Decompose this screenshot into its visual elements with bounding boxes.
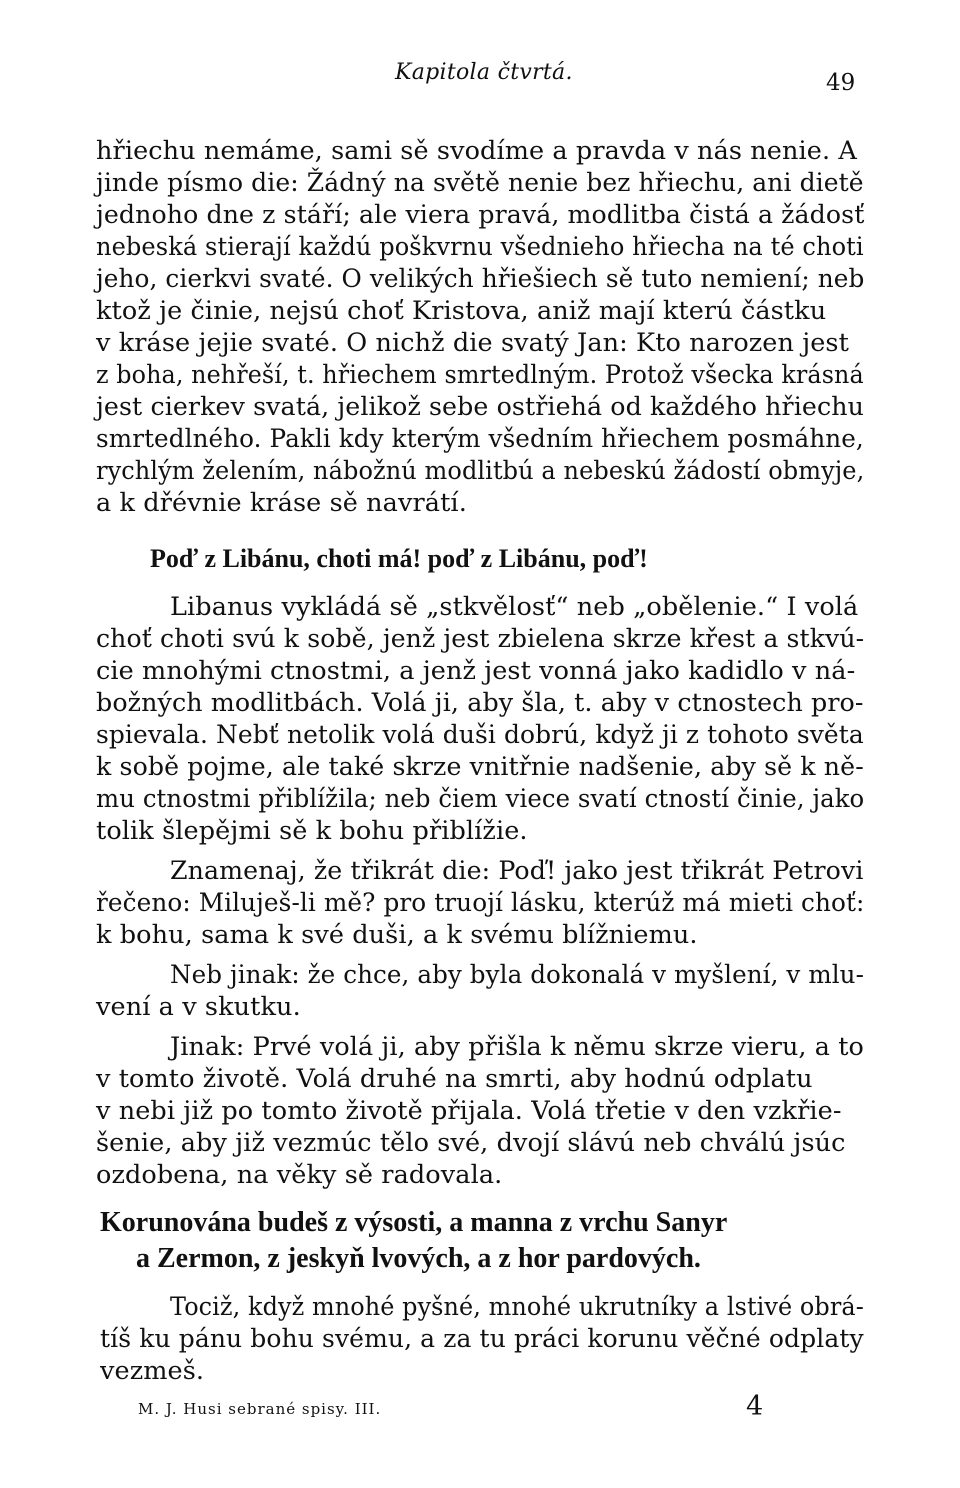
text-line: smrtedlného. Pakli kdy kterým všedním hřiechem posmáhne,: [96, 424, 864, 454]
text-line: vezmeš.: [100, 1356, 205, 1386]
text-line: ozdobena, na věky sě radovala.: [96, 1160, 503, 1190]
printer-signature: M. J. Husi sebrané spisy. III.: [138, 1400, 382, 1418]
running-head: Kapitola čtvrtá.: [395, 60, 573, 85]
text-line: z boha, nehřeší, t. hřiechem smrtedlným. Protož všecka krásná: [96, 360, 864, 390]
heading-line: a Zermon, z jeskyň lvových, a z hor pardových.: [136, 1243, 701, 1274]
text-line: jeho, cierkvi svaté. O velikých hřiešiech sě tuto nemiení; neb: [96, 264, 865, 294]
text-line: tíš ku pánu bohu svému, a za tu práci korunu věčné odplaty: [100, 1324, 864, 1354]
text-line: jednoho dne z stáří; ale viera pravá, modlitba čistá a žádosť: [96, 200, 865, 230]
text-line: v nebi již po tomto životě přijala. Volá třetie v den vzkřie-: [96, 1096, 842, 1126]
text-line: Tociž, když mnohé pyšné, mnohé ukrutníky a lstivé obrá-: [170, 1292, 864, 1322]
text-line: Znamenaj, že třikrát die: Poď! jako jest třikrát Petrovi: [170, 856, 864, 886]
text-line: Jinak: Prvé volá ji, aby přišla k němu skrze vieru, a to: [170, 1032, 864, 1062]
page-number: 49: [826, 70, 856, 96]
text-line: nebeská stierají každú poškvrnu všednieho hřiecha na té choti: [96, 232, 864, 262]
text-line: k sobě pojme, ale také skrze vnitřnie nadšenie, aby sě k ně-: [96, 752, 864, 782]
text-line: božných modlitbách. Volá ji, aby šla, t. aby v ctnostech pro-: [96, 688, 864, 718]
text-line: mu ctnostmi přiblížila; neb čiem viece svatí ctností činie, jako: [96, 784, 865, 814]
text-line: hřiechu nemáme, sami sě svodíme a pravda v nás nenie. A: [96, 136, 857, 166]
text-line: Libanus vykládá sě „stkvělosť“ neb „obělenie.“ I volá: [170, 592, 859, 622]
text-line: k bohu, sama k své duši, a k svému blížniemu.: [96, 920, 698, 950]
text-line: v tomto životě. Volá druhé na smrti, aby hodnú odplatu: [96, 1064, 813, 1094]
text-line: cie mnohými ctnostmi, a jenž jest vonná jako kadidlo v ná-: [96, 656, 856, 686]
text-line: Neb jinak: že chce, aby byla dokonalá v myšlení, v mlu-: [170, 960, 865, 990]
heading-line: Korunována budeš z výsosti, a manna z vrchu Sanyr: [100, 1207, 728, 1238]
section-heading: Poď z Libánu, choti má! poď z Libánu, poď!: [150, 544, 648, 573]
text-line: a k dřévnie kráse sě navrátí.: [96, 488, 467, 518]
text-line: spievala. Nebť netolik volá duši dobrú, když ji z tohoto světa: [96, 720, 864, 750]
text-line: vení a v skutku.: [96, 992, 301, 1022]
sheet-number: 4: [746, 1391, 764, 1422]
text-line: jinde písmo die: Žádný na světě nenie bez hřiechu, ani dietě: [96, 168, 864, 198]
text-line: řečeno: Miluješ-li mě? pro truojí lásku, kterúž má mieti choť:: [96, 888, 865, 918]
text-line: choť choti svú k sobě, jenž jest zbielena skrze křest a stkvú-: [96, 624, 865, 654]
text-line: rychlým želením, nábožnú modlitbú a nebeskú žádostí obmyje,: [96, 456, 865, 486]
text-line: jest cierkev svatá, jelikož sebe ostřiehá od každého hřiechu: [96, 392, 864, 422]
text-line: v kráse jejie svaté. O nichž die svatý Jan: Kto narozen jest: [96, 328, 849, 358]
text-line: tolik šlepějmi sě k bohu přiblížie.: [96, 816, 528, 846]
text-line: ktož je činie, nejsú choť Kristova, aniž mají kterú částku: [96, 296, 827, 326]
text-line: šenie, aby již vezmúc tělo své, dvojí slávú neb chválú jsúc: [96, 1128, 846, 1158]
